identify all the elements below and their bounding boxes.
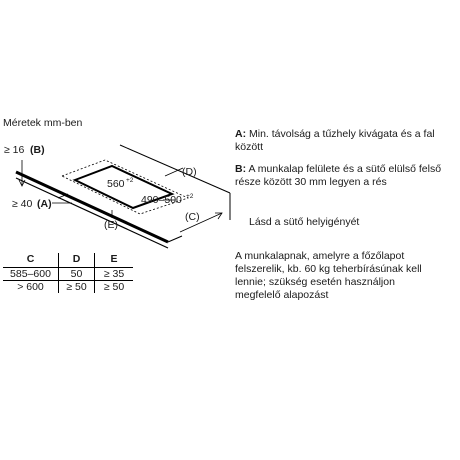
note-a-text: Min. távolság a tűzhely kivágata és a fal között [235,128,435,153]
note-oven-reference: Lásd a sütő helyigényét [249,216,360,228]
table-row [3,268,133,281]
label-e: (E) [104,219,118,231]
dim-560-tolerance: +2 [126,177,134,184]
table-cell: ≥ 50 [95,281,134,294]
note-b-letter: B: [235,163,247,175]
note-b-text: A munkalap felülete és a sütő elülső felső része között 30 mm legyen a rés [235,163,442,188]
label-b-letter: (B) [30,144,45,156]
label-a-value: ≥ 40 [12,198,33,210]
table-row [3,281,133,294]
dim-560-label: 560 [107,178,125,190]
table-cell: 585–600 [3,268,59,281]
note-load-capacity: A munkalapnak, amelyre a főzőlapot felszerelik, kb. 60 kg teherbírásúnak kell lennie; szükség esetén használjon megfelelő alapozást [235,250,422,301]
table-header-d: D [59,253,95,268]
note-a-letter: A: [235,128,247,140]
table-header-e: E [95,253,134,268]
dim-490-label: 490–500 [141,194,182,206]
units-label: Méretek mm-ben [3,117,83,129]
note-b [235,163,450,189]
table-header-c: C [3,253,59,268]
label-a-letter: (A) [37,198,52,210]
label-c: (C) [185,211,200,223]
table-cell: 50 [59,268,95,281]
note-a [235,128,450,154]
label-d: (D) [182,166,197,178]
table-header-row [3,253,133,268]
table-cell: ≥ 50 [59,281,95,294]
table-cell: ≥ 35 [95,268,134,281]
dim-d-leader [165,168,183,176]
label-b-value: ≥ 16 [4,144,25,156]
dim-490-tolerance: +2 [186,193,194,200]
dimension-table [3,253,133,293]
table-cell: > 600 [17,281,44,293]
